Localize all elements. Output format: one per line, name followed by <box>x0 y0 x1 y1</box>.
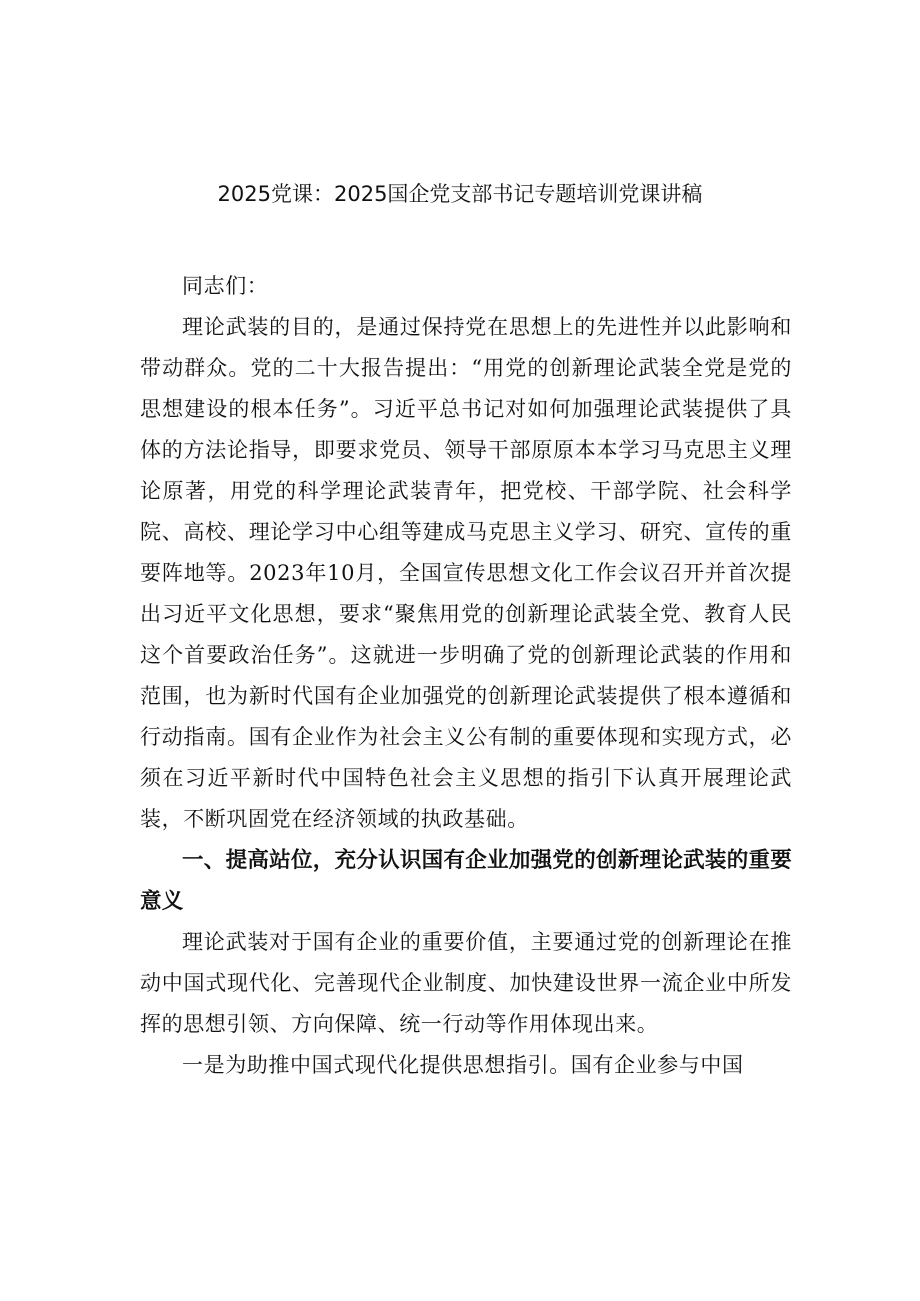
section-paragraph-1: 理论武装对于国有企业的重要价值，主要通过党的创新理论在推动中国式现代化、完善现代企业制度、加快建设世界一流企业中所发挥的思想引领、方向保障、统一行动等作用体现出来。 <box>140 930 792 1036</box>
section-paragraph-2: 一是为助推中国式现代化提供思想指引。国有企业参与中国 <box>182 1053 744 1077</box>
body-paragraph-1: 理论武装的目的，是通过保持党在思想上的先进性并以此影响和带动群众。党的二十大报告提出：“用党的创新理论武装全党是党的思想建设的根本任务”。习近平总书记对如何加强理论武装提供了具体的方法论指导，即要求党员、领导干部原原本本学习马克思主义理论原著，用党的科学理论武装青年，把党校、干部学院、社会科学院、高校、理论学习中心组等建成马克思主义学习、研究、宣传的重要阵地等。2023年10月，全国宣传思想文化工作会议召开并首次提出习近平文化思想，要求“聚焦用党的创新理论武装全党、教育人民这个首要政治任务”。这就进一步明确了党的创新理论武装的作用和范围，也为新时代国有企业加强党的创新理论武装提供了根本遵循和行动指南。国有企业作为社会主义公有制的重要体现和实现方式，必须在习近平新时代中国特色社会主义思想的指引下认真开展理论武装，不断巩固党在经济领域的执政基础。 <box>140 315 792 831</box>
greeting: 同志们： <box>182 274 269 298</box>
document-body <box>140 266 792 1086</box>
document-title: 2025党课：2025国企党支部书记专题培训党课讲稿 <box>217 182 703 206</box>
section-heading-1: 一、提高站位，充分认识国有企业加强党的创新理论武装的重要意义 <box>140 848 792 914</box>
